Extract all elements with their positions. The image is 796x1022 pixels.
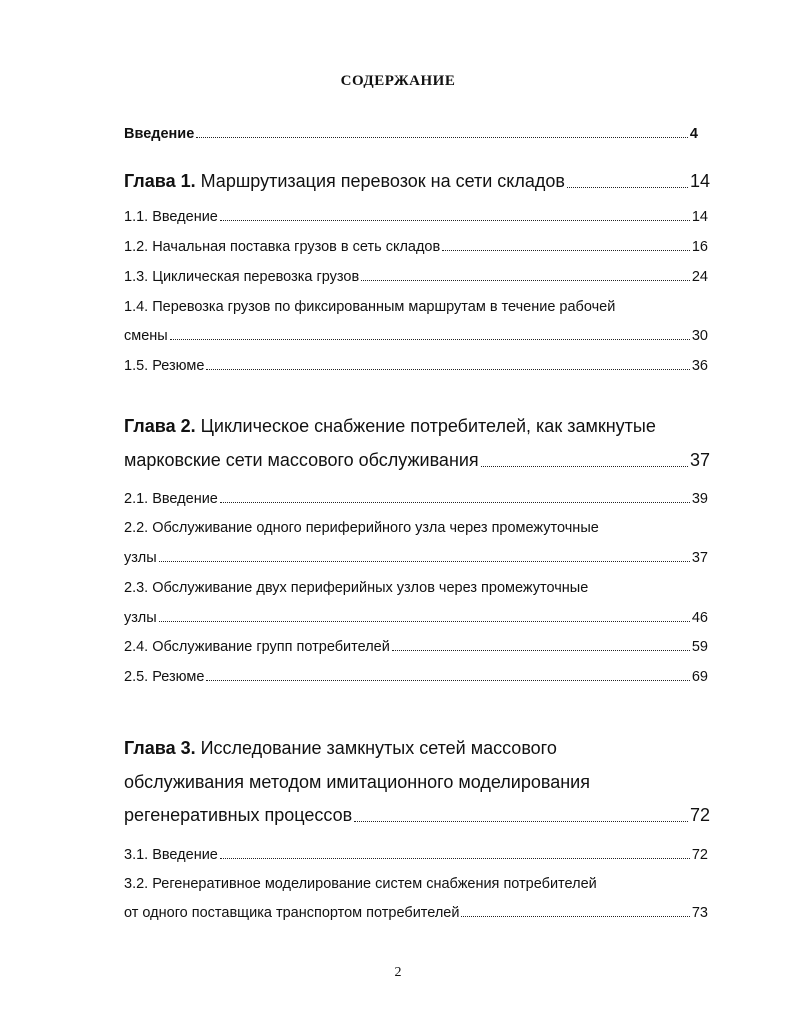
toc-section-2-1[interactable] [124, 491, 708, 507]
section-title: 1.3. Циклическая перевозка грузов [124, 269, 360, 285]
dot-leader [461, 916, 689, 917]
toc-entry-label: Введение [124, 126, 195, 142]
toc-page-number: 36 [691, 358, 708, 374]
toc-page-number: 37 [691, 550, 708, 566]
section-title: 1.2. Начальная поставка грузов в сеть складов [124, 239, 441, 255]
section-title: 3.1. Введение [124, 847, 218, 863]
section-title: 1.5. Резюме [124, 358, 205, 374]
toc-section-2-2[interactable] [124, 550, 708, 566]
toc-section-1-1[interactable] [124, 209, 708, 225]
toc-chapter-3-line1[interactable] [124, 738, 557, 759]
toc-section-3-1[interactable] [124, 847, 708, 863]
section-title: 2.1. Введение [124, 491, 218, 507]
section-title: 2.5. Резюме [124, 669, 205, 685]
section-title-line1[interactable]: 2.2. Обслуживание одного периферийного узла через промежуточные [124, 520, 599, 536]
chapter-title: Маршрутизация перевозок на сети складов [195, 171, 565, 191]
toc-section-3-2[interactable] [124, 905, 708, 921]
dot-leader [159, 561, 690, 562]
section-title-line1[interactable]: 2.3. Обслуживание двух периферийных узлов через промежуточные [124, 580, 589, 596]
section-title-line2: смены [124, 328, 168, 344]
chapter-title-line3: регенеративных процессов [124, 805, 353, 825]
dot-leader [220, 502, 690, 503]
dot-leader [220, 858, 690, 859]
dot-leader [392, 650, 690, 651]
chapter-label: Глава 1. [124, 171, 196, 191]
dot-leader [354, 821, 688, 822]
dot-leader [361, 280, 690, 281]
toc-section-1-2[interactable] [124, 239, 708, 255]
chapter-label: Глава 2. [124, 416, 196, 436]
dot-leader [196, 137, 688, 138]
toc-section-1-3[interactable] [124, 269, 708, 285]
chapter-title-line2[interactable]: обслуживания методом имитационного моделирования [124, 772, 590, 792]
dot-leader [206, 680, 689, 681]
toc-page-number: 16 [691, 239, 708, 255]
toc-section-2-5[interactable] [124, 669, 708, 685]
toc-entry-intro[interactable] [124, 126, 698, 142]
toc-chapter-3[interactable] [124, 805, 710, 826]
toc-page-number: 39 [691, 491, 708, 507]
dot-leader [220, 220, 690, 221]
toc-page-number: 37 [689, 450, 710, 470]
toc-chapter-2[interactable] [124, 450, 710, 471]
toc-page-number: 24 [691, 269, 708, 285]
toc-section-2-3[interactable] [124, 610, 708, 626]
dot-leader [206, 369, 689, 370]
toc-page-number: 14 [691, 209, 708, 225]
toc-chapter-1[interactable] [124, 171, 710, 192]
toc-page-number: 72 [691, 847, 708, 863]
toc-page-number: 72 [689, 805, 710, 825]
chapter-label: Глава 3. [124, 738, 196, 758]
toc-section-2-4[interactable] [124, 639, 708, 655]
chapter-title: Циклическое снабжение потребителей, как замкнутые [195, 416, 656, 436]
section-title-line1[interactable]: 3.2. Регенеративное моделирование систем снабжения потребителей [124, 876, 597, 892]
toc-page-number: 30 [691, 328, 708, 344]
section-title-line1[interactable]: 1.4. Перевозка грузов по фиксированным маршрутам в течение рабочей [124, 299, 616, 315]
section-title-line2: узлы [124, 550, 157, 566]
section-title: 2.4. Обслуживание групп потребителей [124, 639, 390, 655]
dot-leader [159, 621, 690, 622]
toc-page-number: 73 [691, 905, 708, 921]
toc-page-number: 69 [691, 669, 708, 685]
page-number: 2 [394, 965, 402, 980]
dot-leader [442, 250, 690, 251]
toc-page-number: 59 [691, 639, 708, 655]
section-title-line2: от одного поставщика транспортом потребителей [124, 905, 460, 921]
toc-page-number: 14 [689, 171, 710, 191]
chapter-title-line2: марковские сети массового обслуживания [124, 450, 479, 470]
dot-leader [567, 187, 688, 188]
section-title-line2: узлы [124, 610, 157, 626]
toc-page-number: 46 [691, 610, 708, 626]
toc-page-number: 4 [689, 126, 698, 142]
chapter-title: Исследование замкнутых сетей массового [195, 738, 557, 758]
page-title: СОДЕРЖАНИЕ [340, 73, 456, 89]
toc-chapter-2-line1[interactable] [124, 416, 656, 437]
dot-leader [170, 339, 690, 340]
toc-section-1-5[interactable] [124, 358, 708, 374]
section-title: 1.1. Введение [124, 209, 218, 225]
dot-leader [481, 466, 688, 467]
toc-section-1-4[interactable] [124, 328, 708, 344]
